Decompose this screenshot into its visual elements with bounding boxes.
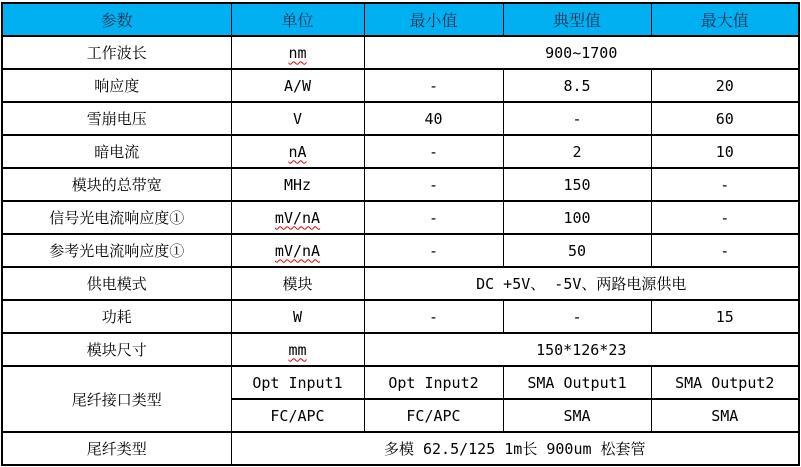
- cell-min: -: [364, 135, 503, 168]
- row-working-wavelength: [2, 36, 799, 69]
- cell-typical: 50: [503, 234, 651, 267]
- col-header-max: 最大值: [651, 3, 799, 36]
- row-pigtail-type: [2, 432, 799, 465]
- col-header-typical: 典型值: [503, 3, 651, 36]
- unit-text: mV/nA: [274, 208, 321, 227]
- cell-value-span: 900~1700: [364, 36, 799, 69]
- cell-connector-1: FC/APC: [231, 399, 364, 432]
- cell-param: 供电模式: [2, 267, 231, 300]
- row-responsivity: [2, 69, 799, 102]
- cell-min: 40: [364, 102, 503, 135]
- cell-unit: MHz: [231, 168, 364, 201]
- row-power-supply-mode: [2, 267, 799, 300]
- cell-port-2: Opt Input2: [364, 366, 503, 399]
- row-reference-photocurrent-responsivity: [2, 234, 799, 267]
- cell-unit: [231, 333, 364, 366]
- cell-typical: 8.5: [503, 69, 651, 102]
- cell-unit: [231, 135, 364, 168]
- col-header-min: 最小值: [364, 3, 503, 36]
- cell-typical: 150: [503, 168, 651, 201]
- cell-connector-2: FC/APC: [364, 399, 503, 432]
- cell-min: -: [364, 168, 503, 201]
- row-module-size: [2, 333, 799, 366]
- cell-param: 功耗: [2, 300, 231, 333]
- row-power-consumption: [2, 300, 799, 333]
- cell-max: 15: [651, 300, 799, 333]
- row-dark-current: [2, 135, 799, 168]
- cell-min: -: [364, 300, 503, 333]
- cell-max: -: [651, 234, 799, 267]
- spec-table: [1, 2, 800, 466]
- cell-param: 尾纤接口类型: [2, 366, 231, 432]
- header-row: [2, 3, 799, 36]
- cell-unit: [231, 36, 364, 69]
- cell-typical: -: [503, 300, 651, 333]
- cell-unit: [231, 234, 364, 267]
- cell-port-4: SMA Output2: [651, 366, 799, 399]
- cell-value-span: 多模 62.5/125 1m长 900um 松套管: [231, 432, 799, 465]
- unit-text: mV/nA: [274, 241, 321, 260]
- cell-unit: A/W: [231, 69, 364, 102]
- cell-port-3: SMA Output1: [503, 366, 651, 399]
- row-avalanche-voltage: [2, 102, 799, 135]
- cell-max: 10: [651, 135, 799, 168]
- cell-max: 20: [651, 69, 799, 102]
- cell-value-span: 150*126*23: [364, 333, 799, 366]
- cell-param: 工作波长: [2, 36, 231, 69]
- cell-typical: 100: [503, 201, 651, 234]
- cell-unit: [231, 201, 364, 234]
- cell-param: 尾纤类型: [2, 432, 231, 465]
- cell-max: 60: [651, 102, 799, 135]
- row-pigtail-interface-ports: [2, 366, 799, 399]
- cell-param: 响应度: [2, 69, 231, 102]
- cell-max: -: [651, 201, 799, 234]
- cell-min: -: [364, 201, 503, 234]
- cell-param: 暗电流: [2, 135, 231, 168]
- cell-min: -: [364, 234, 503, 267]
- col-header-param: 参数: [2, 3, 231, 36]
- cell-value-span: DC +5V、 -5V、两路电源供电: [364, 267, 799, 300]
- col-header-unit: 单位: [231, 3, 364, 36]
- cell-unit: W: [231, 300, 364, 333]
- cell-typical: -: [503, 102, 651, 135]
- cell-unit: 模块: [231, 267, 364, 300]
- cell-max: -: [651, 168, 799, 201]
- cell-min: -: [364, 69, 503, 102]
- cell-typical: 2: [503, 135, 651, 168]
- unit-text: nA: [288, 142, 307, 161]
- cell-param: 信号光电流响应度①: [2, 201, 231, 234]
- unit-text: nm: [288, 43, 307, 62]
- cell-connector-4: SMA: [651, 399, 799, 432]
- cell-unit: V: [231, 102, 364, 135]
- cell-connector-3: SMA: [503, 399, 651, 432]
- row-module-total-bandwidth: [2, 168, 799, 201]
- cell-port-1: Opt Input1: [231, 366, 364, 399]
- cell-param: 雪崩电压: [2, 102, 231, 135]
- unit-text: mm: [288, 340, 307, 359]
- cell-param: 参考光电流响应度①: [2, 234, 231, 267]
- row-signal-photocurrent-responsivity: [2, 201, 799, 234]
- cell-param: 模块尺寸: [2, 333, 231, 366]
- cell-param: 模块的总带宽: [2, 168, 231, 201]
